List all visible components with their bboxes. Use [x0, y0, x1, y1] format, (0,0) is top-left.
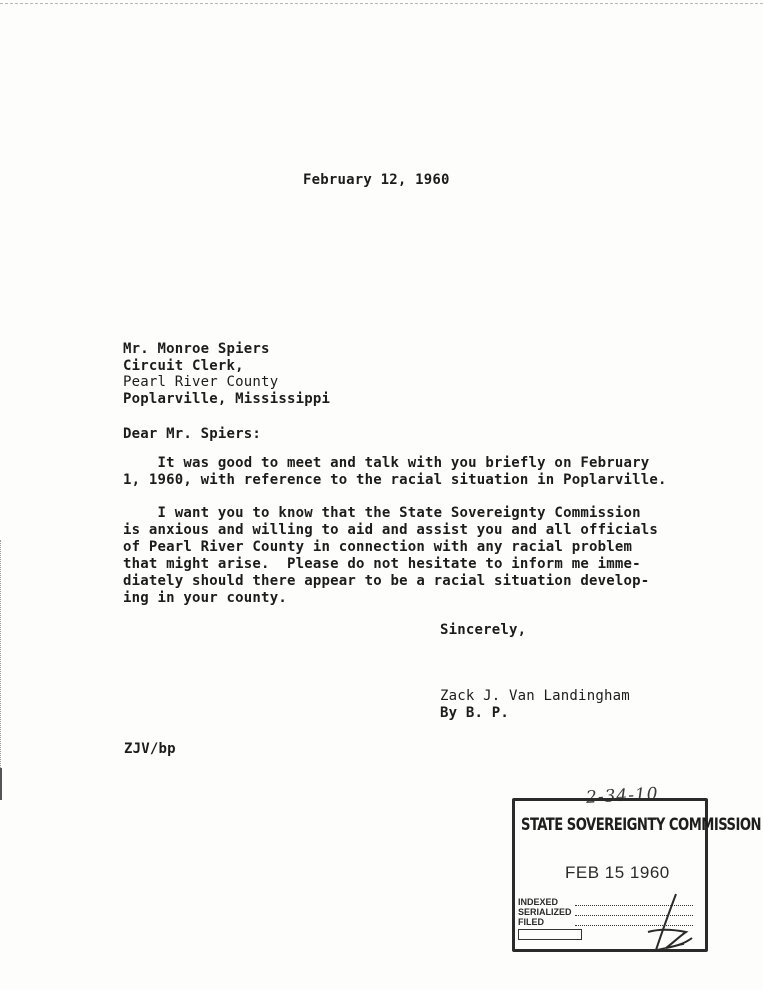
paragraph-2-line: diately should there appear to be a racial situation develop-: [123, 573, 650, 589]
handwritten-file-number: 2-34-10: [585, 784, 660, 808]
paragraph-1-line: It was good to meet and talk with you briefly on February: [123, 455, 650, 471]
recipient-county: Pearl River County: [123, 374, 279, 390]
stamp-title: STATE SOVEREIGNTY COMMISSION: [521, 815, 762, 835]
page-top-edge: [0, 3, 763, 4]
letter-date: February 12, 1960: [303, 172, 450, 188]
paragraph-1-line: 1, 1960, with reference to the racial situation in Poplarville.: [123, 472, 667, 488]
signature-by: By B. P.: [440, 705, 510, 721]
reference-initials: ZJV/bp: [124, 741, 176, 757]
page-left-edge-marks: [0, 540, 4, 800]
recipient-title: Circuit Clerk,: [123, 358, 244, 374]
recipient-name: Mr. Monroe Spiers: [123, 341, 270, 357]
paragraph-2-line: I want you to know that the State Sovereignty Commission: [123, 505, 641, 521]
salutation: Dear Mr. Spiers:: [123, 426, 262, 442]
stamp-label-indexed: INDEXED: [518, 897, 559, 907]
paragraph-2-line: is anxious and willing to aid and assist you and all officials: [123, 522, 658, 538]
stamp-label-serialized: SERIALIZED: [518, 907, 572, 917]
paragraph-2-line: of Pearl River County in connection with any racial problem: [123, 539, 633, 555]
closing: Sincerely,: [440, 622, 527, 638]
handwritten-initials-mark: [636, 892, 696, 954]
paragraph-2-line: ing in your county.: [123, 590, 287, 606]
paragraph-2-line: that might arise. Please do not hesitate to inform me imme-: [123, 556, 641, 572]
stamp-date: FEB 15 1960: [565, 863, 670, 882]
stamp-file-box: [518, 929, 582, 940]
signature-name: Zack J. Van Landingham: [440, 688, 630, 704]
page-left-edge-bar: [0, 768, 2, 800]
recipient-city: Poplarville, Mississippi: [123, 391, 331, 407]
stamp-label-filed: FILED: [518, 917, 544, 927]
